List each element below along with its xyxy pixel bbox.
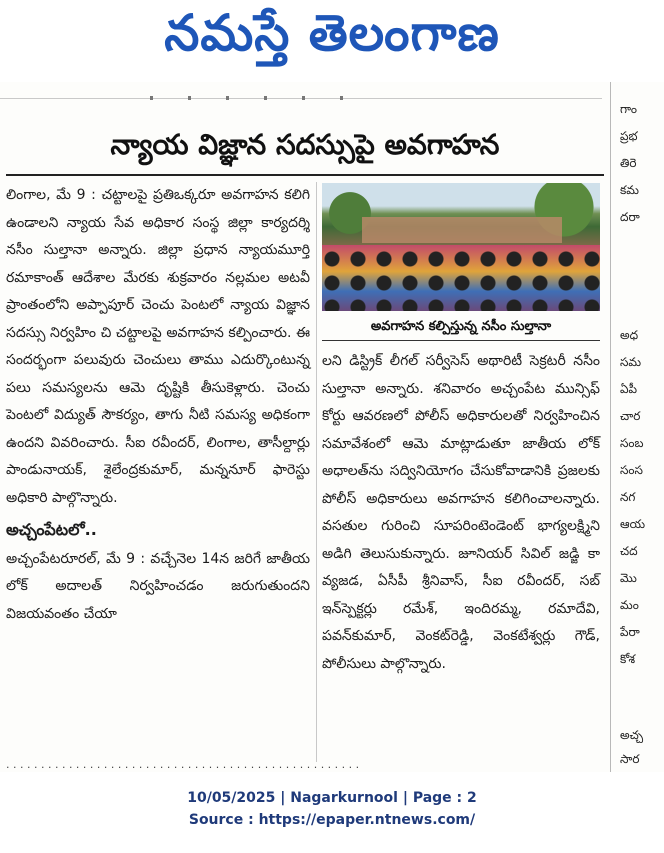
adjacent-fragment: పేరా xyxy=(620,625,640,639)
column-divider xyxy=(316,182,317,762)
masthead xyxy=(0,0,664,78)
article-subhead: అచ్చంపేటలో.. xyxy=(6,520,97,539)
photo-stage xyxy=(362,217,562,243)
cut-text-fragment-bottom: · · · · · · · · · · · · · · · · · · · · · · · · · · · · · · · · · · · · · · · · · · · · · · · · · · · xyxy=(6,762,360,772)
article-column-right xyxy=(322,348,600,678)
news-clipping xyxy=(0,82,664,772)
cut-text-fragment xyxy=(150,96,360,100)
article-headline: న్యాయ విజ్ఞాన సదస్సుపై అవగాహన xyxy=(110,128,500,161)
adjacent-fragment: ఏపీ xyxy=(620,382,638,396)
adjacent-fragment: గాం xyxy=(620,102,638,116)
adjacent-fragment: అచ్చ xyxy=(620,728,644,742)
adjacent-fragment: ప్రభ xyxy=(620,129,638,143)
adjacent-fragment: మం xyxy=(620,598,639,612)
edition-info: 10/05/2025 | Nagarkurnool | Page : 2 xyxy=(187,790,477,806)
adjacent-fragment: కమ xyxy=(620,183,639,197)
adjacent-fragment: చద xyxy=(620,544,638,558)
column-divider-right xyxy=(610,82,611,772)
page-footer xyxy=(0,787,664,831)
adjacent-fragment: చార xyxy=(620,409,641,423)
photo-caption: అవగాహన కల్పిస్తున్న నసీం సుల్తానా xyxy=(322,314,600,341)
source-info: Source : https://epaper.ntnews.com/ xyxy=(188,812,476,828)
article-body-subsection: అచ్చంపేటరూరల్, మే 9 : వచ్చేనెల 14న జరిగే జాతీయ లోక్ అదాలత్ నిర్వహించడం జరుగుతుందని విజయవంతం చేయా xyxy=(6,550,310,622)
article-body-left: లింగాల, మే 9 : చట్టాలపై ప్రతిఒక్కరూ అవగాహన కలిగి ఉండాలని న్యాయ సేవ అధికార సంస్థ జిల్లా కార్యదర్శి నసీం సుల్తానా అన్నారు. జిల్లా ప్రధాన న్యాయమూర్తి రమాకాంత్ ఆదేశాల మేరకు శుక్రవారం నల్లమల అటవీ ప్రాంతంలోని అప్పాపూర్ చెంచు పెంటలో న్యాయ విజ్ఞాన సదస్సు నిర్వహిం చి చట్టాలపై అవగాహన కల్పించారు. ఈ సందర్భంగా పలువురు చెంచులు తాము ఎదుర్కొంటున్న పలు సమస్యలను ఆమె దృష్టికి తీసుకెళ్లారు. చెంచు పెంటలో విద్యుత్ సౌకర్యం, తాగు నీటి సమస్య అధికంగా ఉందని వివరించారు. సీఐ రవీందర్, లింగాల, తాసీల్దార్లు పాండునాయక్, శైలేంద్రకుమార్, మన్ననూర్ ఫారెస్టు అధికారి పాల్గొన్నారు. xyxy=(6,187,310,506)
newspaper-logo: నమస్తే తెలంగాణ xyxy=(164,3,500,62)
adjacent-fragment: కోశ xyxy=(620,652,636,666)
adjacent-fragment: దరా xyxy=(620,210,640,224)
article-body-right: లని డిస్ట్రిక్ లీగల్ సర్వీసెస్ అథారిటీ సెక్రటరీ నసీం సుల్తానా అన్నారు. శనివారం అచ్చంపేట మున్సిఫ్ కోర్టు ఆవరణలో పోలీస్ అధికారులతో నిర్వహించిన సమావేశంలో ఆమె మాట్లాడుతూ జాతీయ లోక్ అధాలత్‌ను సద్వినియోగం చేసుకోవాడానికి ప్రజలకు పోలీస్ అధికారులు అవగాహన కలిగించాలన్నారు. వసతుల గురించి సూపరింటెండెంట్ భాగ్యలక్ష్మిని అడిగి తెలుసుకున్నారు. జూనియర్ సివిల్ జడ్జి కా వ్యజడ, ఏసీపీ శ్రీనివాస్, సీఐ రవీందర్, సబ్ ఇన్‌స్పెక్టర్లు రమేశ్, ఇందిరమ్మ, రమాదేవి, పవన్‌కుమార్, వెంకట్‌రెడ్డి, వెంకటేశ్వర్లు గౌడ్, పోలీసులు పాల్గొన్నారు. xyxy=(322,353,600,672)
adjacent-fragment: మొ xyxy=(620,571,637,585)
adjacent-fragment: సంస xyxy=(620,463,643,477)
adjacent-fragment: నగ xyxy=(620,490,636,504)
adjacent-fragment: సంబ xyxy=(620,436,644,450)
photo-crowd xyxy=(322,245,600,311)
article-photo xyxy=(322,183,600,311)
adjacent-fragment: సమ xyxy=(620,355,642,369)
adjacent-fragment: అధ xyxy=(620,328,639,342)
adjacent-fragment: ఆయ xyxy=(620,517,646,531)
headline-rule xyxy=(6,174,604,176)
article-column-left xyxy=(6,182,310,628)
adjacent-fragment: సార xyxy=(620,752,640,766)
adjacent-fragment: తిరె xyxy=(620,156,637,170)
